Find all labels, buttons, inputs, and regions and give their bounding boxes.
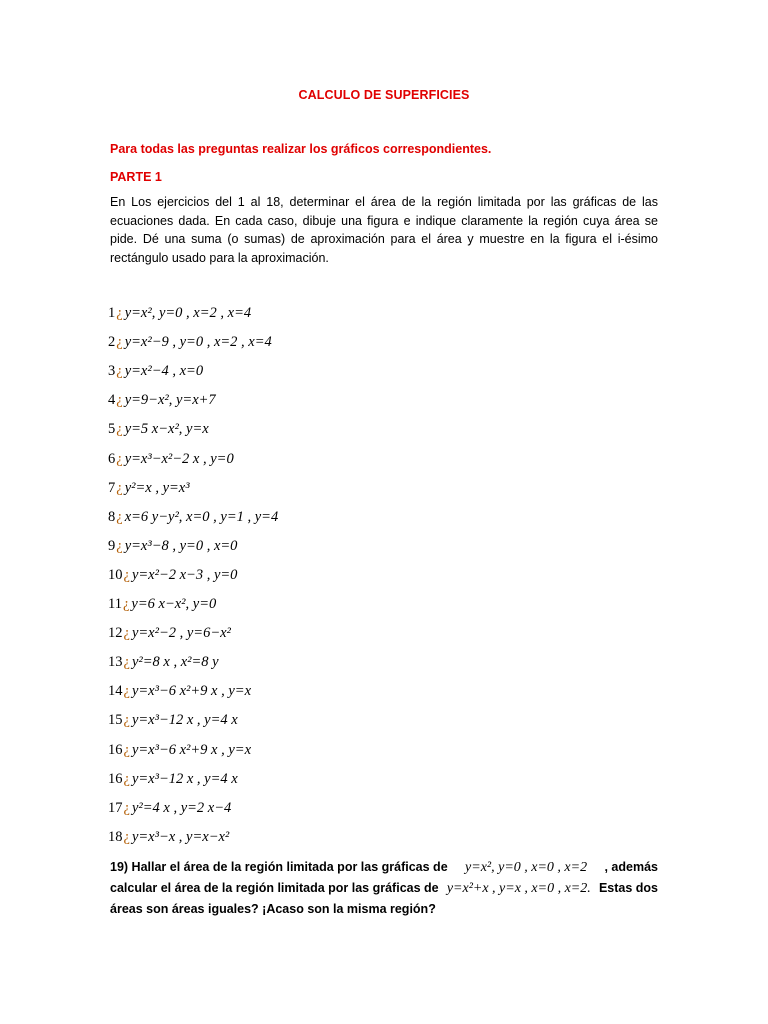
- exercise-equation: y=x³−12 x , y=4 x: [131, 770, 238, 787]
- exercise-number: 13: [108, 654, 123, 671]
- exercise-equation: y=6 x−x², y=0: [131, 596, 217, 612]
- exercise-marker: ¿: [123, 566, 130, 583]
- exercise-item: [108, 651, 219, 673]
- exercise-equation: y=x³−x²−2 x , y=0: [124, 450, 234, 467]
- exercise-marker: ¿: [116, 508, 123, 525]
- exercise-item: [108, 593, 216, 615]
- exercise-equation: y²=8 x , x²=8 y: [131, 654, 219, 671]
- problem-19-text-c: calcular el área de la región limitada por las gráficas de: [110, 881, 439, 895]
- exercise-item: [108, 680, 251, 702]
- exercise-item: [108, 709, 238, 731]
- exercise-number: 16: [108, 741, 123, 758]
- exercise-marker: ¿: [116, 363, 123, 380]
- problem-19-text-b: , además: [604, 860, 658, 874]
- exercise-equation: y=x²−2 x−3 , y=0: [131, 566, 238, 583]
- exercise-equation: y=x³−8 , y=0 , x=0: [124, 537, 238, 554]
- problem-19-math-a: y=x², y=0 , x=0 , x=2: [465, 860, 588, 875]
- exercise-item: [108, 331, 272, 353]
- exercise-number: 5: [108, 421, 116, 438]
- exercise-marker: ¿: [123, 712, 130, 729]
- exercise-number: 1: [108, 305, 116, 321]
- exercise-number: 12: [108, 625, 123, 642]
- exercise-equation: y²=4 x , y=2 x−4: [131, 799, 232, 816]
- exercise-number: 2: [108, 334, 116, 351]
- page-title: CALCULO DE SUPERFICIES: [298, 88, 470, 102]
- exercise-marker: ¿: [116, 334, 123, 351]
- exercise-item: [108, 768, 238, 790]
- exercise-item: [108, 535, 237, 557]
- exercise-marker: ¿: [122, 596, 130, 612]
- exercise-marker: ¿: [116, 537, 123, 554]
- exercise-marker: ¿: [116, 305, 123, 321]
- exercise-equation: y=5 x−x², y=x: [124, 421, 209, 438]
- problem-19-text-e: áreas son áreas iguales? ¡Acaso son la misma región?: [110, 902, 436, 916]
- part-label: PARTE 1: [110, 170, 162, 184]
- exercise-equation: y=x³−12 x , y=4 x: [131, 712, 238, 729]
- exercise-marker: ¿: [116, 392, 123, 409]
- exercise-item: [108, 389, 216, 411]
- exercise-marker: ¿: [123, 770, 130, 787]
- exercise-item: [108, 739, 251, 761]
- exercise-equation: y=x³−6 x²+9 x , y=x: [131, 741, 252, 758]
- exercise-number: 16: [108, 770, 123, 787]
- exercise-marker: ¿: [123, 741, 130, 758]
- problem-19: [110, 857, 658, 920]
- exercise-marker: ¿: [123, 654, 130, 671]
- exercise-number: 15: [108, 712, 123, 729]
- exercise-item: [108, 448, 234, 470]
- exercise-equation: y=x³−6 x²+9 x , y=x: [131, 683, 252, 700]
- exercise-number: 9: [108, 537, 116, 554]
- exercise-item: [108, 506, 278, 528]
- exercise-equation: y=x²−9 , y=0 , x=2 , x=4: [124, 334, 272, 351]
- exercise-equation: x=6 y−y², x=0 , y=1 , y=4: [124, 508, 279, 525]
- exercise-number: 11: [108, 596, 122, 612]
- exercise-marker: ¿: [123, 683, 130, 700]
- exercise-number: 10: [108, 566, 123, 583]
- exercise-equation: y=9−x², y=x+7: [124, 392, 216, 409]
- exercise-equation: y=x²−2 , y=6−x²: [131, 625, 231, 642]
- exercise-number: 7: [108, 479, 116, 496]
- exercise-equation: y=x², y=0 , x=2 , x=4: [124, 305, 252, 321]
- exercise-equation: y=x²−4 , x=0: [124, 363, 204, 380]
- exercise-marker: ¿: [116, 479, 123, 496]
- exercise-number: 18: [108, 828, 123, 845]
- instruction-text: Para todas las preguntas realizar los gráficos correspondientes.: [110, 142, 492, 156]
- exercise-marker: ¿: [116, 421, 123, 438]
- exercise-item: [108, 564, 237, 586]
- exercise-equation: y²=x , y=x³: [124, 479, 190, 496]
- problem-19-text-d: Estas dos: [598, 881, 658, 895]
- exercise-number: 14: [108, 683, 123, 700]
- exercise-marker: ¿: [123, 625, 130, 642]
- exercise-item: [108, 826, 229, 848]
- exercise-number: 4: [108, 392, 116, 409]
- intro-paragraph: En Los ejercicios del 1 al 18, determinar el área de la región limitada por las gráficas de las ecuaciones dada. En cada caso, dibuje una figura e indique claramente la región cuya área se pide. Dé una suma (o sumas) de aproximación para el área y muestre en la figura el i-ésimo rectángulo usado para la aproximación.: [110, 195, 658, 265]
- exercise-equation: y=x³−x , y=x−x²: [131, 828, 230, 845]
- exercise-item: [108, 477, 190, 499]
- exercise-item: [108, 622, 231, 644]
- exercise-number: 8: [108, 508, 116, 525]
- exercise-number: 6: [108, 450, 116, 467]
- exercise-marker: ¿: [123, 799, 130, 816]
- exercise-number: 17: [108, 799, 123, 816]
- exercise-item: [108, 360, 203, 382]
- exercise-marker: ¿: [116, 450, 123, 467]
- exercise-number: 3: [108, 363, 116, 380]
- problem-19-math-b: y=x²+x , y=x , x=0 , x=2.: [446, 881, 591, 896]
- exercise-marker: ¿: [123, 828, 130, 845]
- exercise-item: [108, 797, 231, 819]
- problem-19-text-a: 19) Hallar el área de la región limitada por las gráficas de: [110, 860, 448, 874]
- exercise-item: [108, 418, 209, 440]
- exercise-item: [108, 302, 251, 324]
